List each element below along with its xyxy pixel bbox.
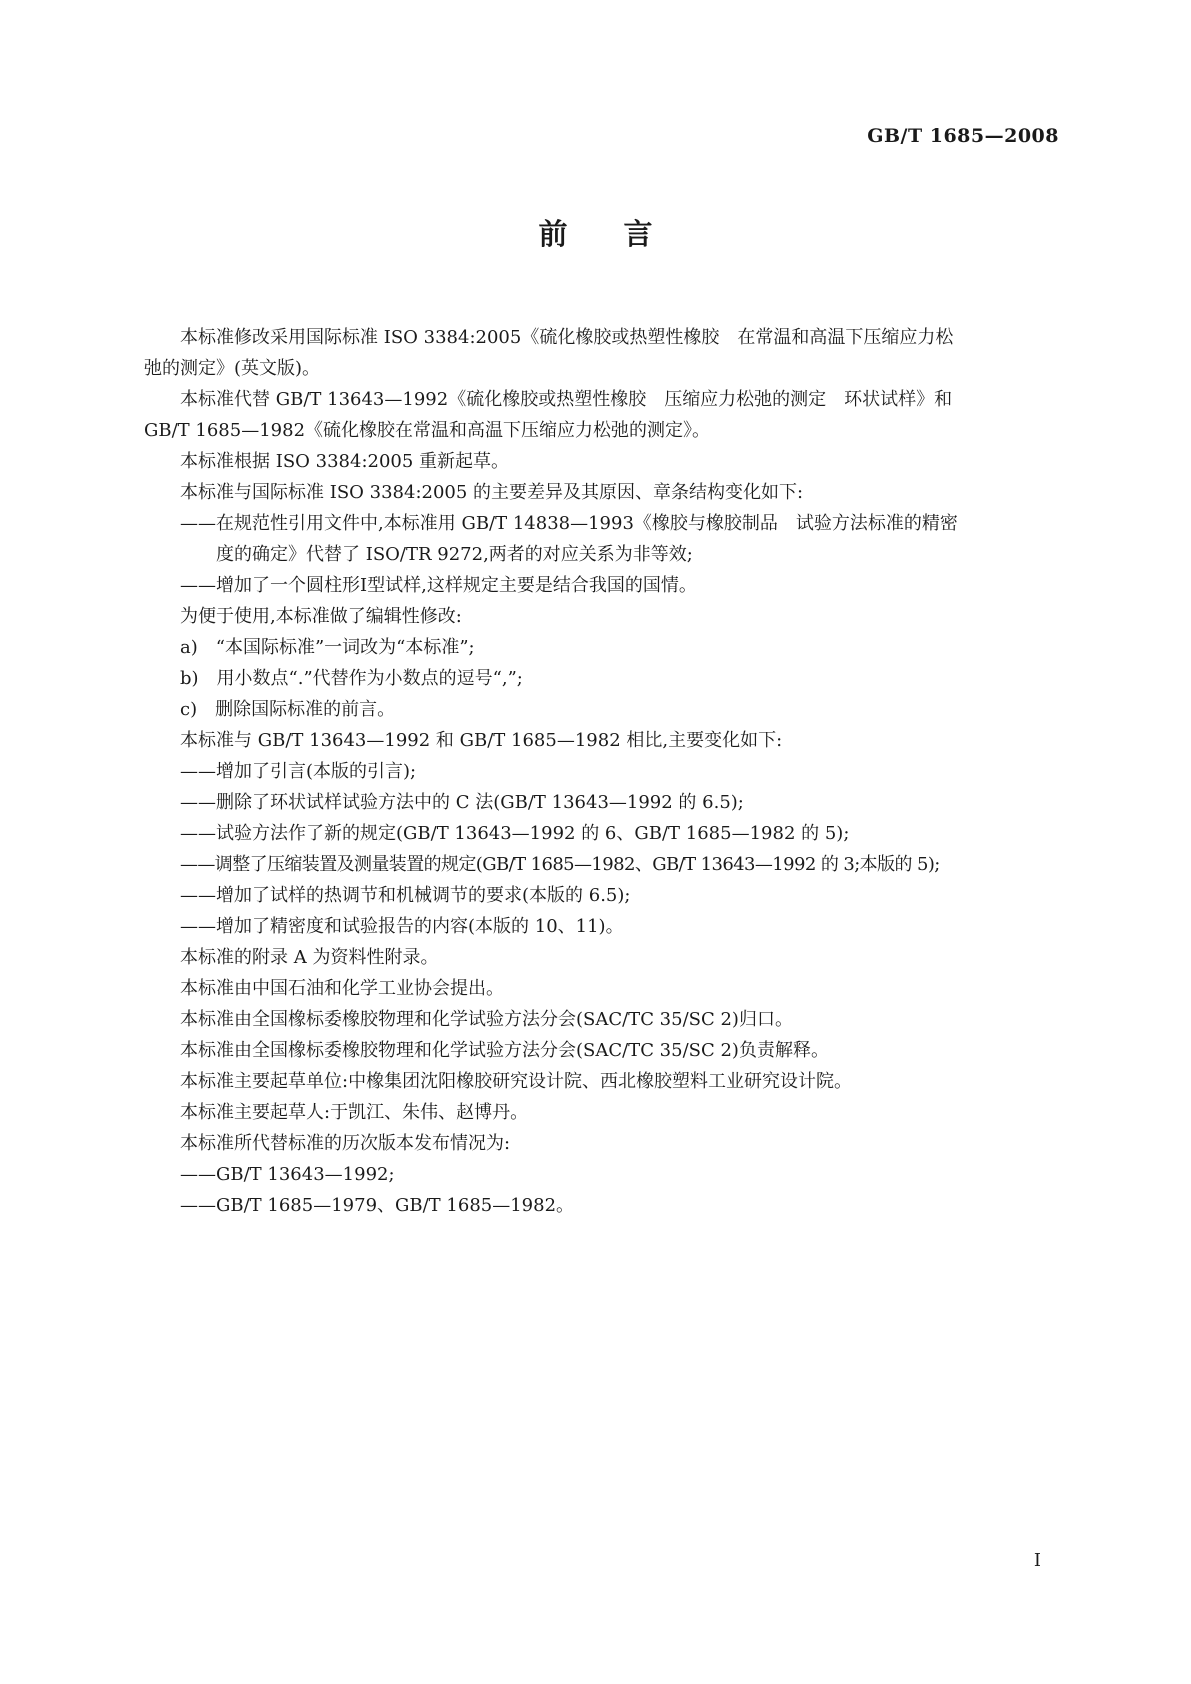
paragraph: 本标准与国际标准 ISO 3384:2005 的主要差异及其原因、章条结构变化如下: — [180, 482, 804, 503]
paragraph: 本标准主要起草人:于凯江、朱伟、赵博丹。 — [180, 1102, 529, 1123]
paragraph: 弛的测定》(英文版)。 — [144, 358, 321, 379]
foreword-body — [144, 322, 1049, 1221]
list-item: b) 用小数点“.”代替作为小数点的逗号“,”; — [180, 668, 523, 689]
paragraph: 本标准与 GB/T 13643—1992 和 GB/T 1685—1982 相比,主要变化如下: — [180, 730, 783, 751]
list-item: a) “本国际标准”一词改为“本标准”; — [180, 637, 475, 658]
paragraph: 本标准由全国橡标委橡胶物理和化学试验方法分会(SAC/TC 35/SC 2)负责解释。 — [180, 1040, 829, 1061]
list-item-continuation: 度的确定》代替了 ISO/TR 9272,两者的对应关系为非等效; — [216, 544, 693, 565]
list-item: ——增加了一个圆柱形Ⅰ型试样,这样规定主要是结合我国的国情。 — [180, 575, 697, 596]
list-item: ——删除了环状试样试验方法中的 C 法(GB/T 13643—1992 的 6.5); — [180, 792, 744, 813]
list-item: ——GB/T 13643—1992; — [180, 1164, 395, 1185]
list-item: ——在规范性引用文件中,本标准用 GB/T 14838—1993《橡胶与橡胶制品 试验方法标准的精密 — [180, 513, 958, 534]
list-item: ——增加了精密度和试验报告的内容(本版的 10、11)。 — [180, 916, 624, 937]
paragraph: 本标准修改采用国际标准 ISO 3384:2005《硫化橡胶或热塑性橡胶 在常温和高温下压缩应力松 — [180, 327, 954, 348]
paragraph: 本标准所代替标准的历次版本发布情况为: — [180, 1133, 511, 1154]
paragraph: 本标准根据 ISO 3384:2005 重新起草。 — [180, 451, 510, 472]
list-item: ——增加了试样的热调节和机械调节的要求(本版的 6.5); — [180, 885, 631, 906]
list-item: c) 删除国际标准的前言。 — [180, 699, 396, 720]
list-item: ——试验方法作了新的规定(GB/T 13643—1992 的 6、GB/T 1685—1982 的 5); — [180, 823, 850, 844]
paragraph: 本标准主要起草单位:中橡集团沈阳橡胶研究设计院、西北橡胶塑料工业研究设计院。 — [180, 1071, 853, 1092]
document-code: GB/T 1685—2008 — [867, 125, 1059, 147]
page-title: 前言 — [538, 217, 709, 251]
paragraph: 为便于使用,本标准做了编辑性修改: — [180, 606, 462, 627]
paragraph: 本标准由中国石油和化学工业协会提出。 — [180, 978, 504, 999]
list-item: ——GB/T 1685—1979、GB/T 1685—1982。 — [180, 1195, 575, 1216]
page-number: I — [1033, 1550, 1041, 1571]
list-item: ——增加了引言(本版的引言); — [180, 761, 417, 782]
list-item: ——调整了压缩装置及测量装置的规定(GB/T 1685—1982、GB/T 13643—1992 的 3;本版的 5); — [180, 854, 940, 875]
paragraph: GB/T 1685—1982《硫化橡胶在常温和高温下压缩应力松弛的测定》。 — [144, 420, 711, 441]
paragraph: 本标准的附录 A 为资料性附录。 — [180, 947, 439, 968]
paragraph: 本标准代替 GB/T 13643—1992《硫化橡胶或热塑性橡胶 压缩应力松弛的测定 环状试样》和 — [180, 389, 953, 410]
paragraph: 本标准由全国橡标委橡胶物理和化学试验方法分会(SAC/TC 35/SC 2)归口。 — [180, 1009, 793, 1030]
